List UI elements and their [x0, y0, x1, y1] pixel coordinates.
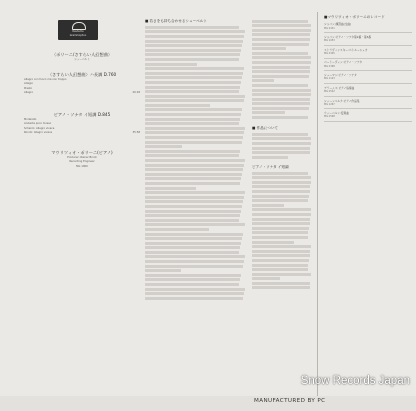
- notes-body: [252, 133, 314, 159]
- body-text-line: [145, 108, 242, 111]
- body-text-line: [145, 219, 239, 222]
- crest-icon: [72, 22, 86, 30]
- discography-list: [324, 22, 412, 121]
- discography-item: [324, 99, 412, 109]
- body-text-line: [252, 47, 286, 50]
- body-text-line: [145, 72, 243, 75]
- composer: シューベルト: [74, 58, 90, 61]
- body-text-line: [145, 90, 239, 93]
- body-text-line: [145, 127, 245, 130]
- discography-item-number: MG 1053: [324, 39, 335, 43]
- body-text-line: [145, 131, 244, 134]
- discography-divider: [324, 121, 412, 122]
- body-text-line: [252, 156, 288, 159]
- body-text-line: [252, 227, 309, 230]
- side2-time: 35:58: [132, 131, 140, 135]
- credit-line: MG 1000: [76, 164, 88, 168]
- body-text-line: [145, 237, 242, 240]
- body-text-line: [145, 53, 240, 56]
- side2-line: Scherzo: Allegro vivace: [24, 126, 55, 130]
- credit-line: Producer: Rainer Brock: [67, 156, 97, 159]
- side2-title: ピアノ・ソナタ イ短調 D.845: [53, 112, 111, 117]
- body-text-line: [145, 159, 245, 162]
- brand-line-1: Deutsche: [72, 30, 84, 33]
- body-text-line: [145, 76, 242, 79]
- body-text-line: [145, 292, 244, 295]
- body-text-line: [145, 214, 240, 217]
- body-text-line: [145, 200, 243, 203]
- body-text-line: [252, 133, 308, 136]
- body-text-line: [252, 147, 310, 150]
- side1-line: Allegro con fuoco ma non troppo: [24, 78, 67, 81]
- body-text-line: [252, 137, 311, 140]
- discography-item: [324, 48, 412, 58]
- body-text-line: [145, 104, 210, 107]
- body-text-line: [145, 274, 241, 277]
- body-text-line: [145, 26, 239, 29]
- discography-item: [324, 35, 412, 45]
- body-text-line: [252, 142, 311, 145]
- body-text-line: [145, 196, 244, 199]
- notes-body: [252, 20, 314, 119]
- discography-item-name: ショパン:練習曲(全曲): [324, 22, 352, 27]
- essay-column: [145, 18, 248, 301]
- body-text-line: [145, 40, 243, 43]
- discography-item-number: MG 2431: [324, 26, 335, 30]
- body-text-line: [252, 61, 311, 64]
- discography-item-name: ブラームス:ピアノ協奏曲: [324, 85, 355, 90]
- body-text-line: [252, 273, 311, 276]
- side2-line: Rondo: Allegro vivace 35:58: [24, 131, 140, 135]
- discography-panel: [324, 14, 412, 122]
- body-text-line: [252, 38, 310, 41]
- discography-item-number: MG 2398: [324, 64, 335, 68]
- notes-body: [252, 172, 314, 290]
- body-text-line: [252, 151, 310, 154]
- manufactured-by: MANUFACTURED BY PC: [254, 398, 326, 404]
- body-text-line: [252, 222, 310, 225]
- side1-line: Adagio: [24, 82, 33, 86]
- discography-item-name: シューマン:ピアノ・ソナタ: [324, 73, 357, 78]
- body-text-line: [145, 177, 241, 180]
- body-text-line: [252, 190, 310, 193]
- body-text-line: [145, 168, 243, 171]
- performer: マウリツィオ・ポリーニ(ピアノ): [51, 150, 113, 155]
- body-text-line: [252, 93, 311, 96]
- body-text-line: [145, 205, 242, 208]
- discography-item: [324, 73, 412, 83]
- credit-line: Recording Engineer: [69, 160, 95, 164]
- body-text-line: [145, 113, 241, 116]
- body-text-line: [252, 33, 310, 36]
- body-text-line: [145, 288, 245, 291]
- body-text-line: [252, 268, 308, 271]
- discography-item-number: MG 1267: [324, 102, 335, 106]
- discography-item-number: MG 2345: [324, 51, 335, 55]
- body-text-line: [145, 95, 245, 98]
- discography-divider: [324, 45, 412, 46]
- body-text-line: [252, 172, 308, 175]
- body-text-line: [252, 70, 310, 73]
- body-text-line: [252, 277, 280, 280]
- essay-body: [145, 26, 248, 300]
- body-text-line: [145, 278, 240, 281]
- body-text-line: [252, 259, 309, 262]
- body-text-line: [252, 264, 308, 267]
- body-text-line: [252, 185, 310, 188]
- body-text-line: [252, 52, 308, 55]
- body-text-line: [252, 213, 311, 216]
- discography-item-name: ベートーヴェン:ピアノ・ソナタ: [324, 60, 363, 65]
- body-text-line: [252, 111, 285, 114]
- body-text-line: [252, 286, 310, 289]
- discography-divider: [324, 58, 412, 59]
- tracklist-panel: [24, 16, 140, 231]
- column-divider: [317, 12, 318, 407]
- body-text-line: [145, 86, 240, 89]
- body-text-line: [252, 107, 309, 110]
- body-text-line: [145, 246, 240, 249]
- discography-divider: [324, 96, 412, 97]
- body-text-line: [252, 195, 309, 198]
- discography-item-name: ストラヴィンスキー:ペトルーシュカ: [324, 47, 368, 52]
- footer-bar: [0, 396, 416, 411]
- body-text-line: [145, 44, 242, 47]
- body-text-line: [145, 297, 243, 300]
- discography-divider: [324, 108, 412, 109]
- body-text-line: [252, 282, 310, 285]
- body-text-line: [145, 118, 240, 121]
- side2-line: Moderato: [24, 118, 37, 121]
- notes-heading: ■ 作品について: [252, 126, 279, 131]
- body-text-line: [145, 223, 245, 226]
- body-text-line: [252, 20, 308, 23]
- essay-heading: ■ 若さをも持ち合わせるシューベルト: [145, 19, 207, 23]
- body-text-line: [252, 75, 309, 78]
- body-text-line: [145, 228, 209, 231]
- body-text-line: [252, 199, 308, 202]
- body-text-line: [145, 35, 244, 38]
- body-text-line: [252, 84, 308, 87]
- body-text-line: [252, 89, 311, 92]
- discography-divider: [324, 83, 412, 84]
- body-text-line: [252, 29, 311, 32]
- body-text-line: [145, 191, 245, 194]
- body-text-line: [145, 136, 243, 139]
- body-text-line: [145, 150, 240, 153]
- body-text-line: [252, 231, 308, 234]
- body-text-line: [145, 269, 181, 272]
- notes-sub-heading: ピアノ・ソナタ イ短調: [252, 164, 289, 169]
- body-text-line: [252, 176, 311, 179]
- body-text-line: [145, 67, 244, 70]
- body-text-line: [145, 99, 244, 102]
- watermark: Snow Records Japan: [300, 375, 410, 387]
- body-text-line: [145, 145, 182, 148]
- side1-line: Presto: [24, 86, 33, 90]
- body-text-line: [145, 233, 243, 236]
- body-text-line: [252, 24, 311, 27]
- discography-item: [324, 111, 412, 121]
- body-text-line: [145, 154, 239, 157]
- body-text-line: [145, 260, 244, 263]
- body-text-line: [145, 265, 243, 268]
- body-text-line: [252, 241, 294, 244]
- side2-line: Andante poco mosso: [24, 122, 52, 126]
- discography-divider: [324, 32, 412, 33]
- notes-column: [252, 18, 314, 291]
- body-text-line: [252, 218, 310, 221]
- body-text-line: [145, 210, 241, 213]
- side1-title: 〈さすらい人幻想曲〉ハ長調 D.760: [47, 72, 117, 77]
- body-text-line: [145, 251, 239, 254]
- side1-line: Allegro 20:18: [24, 91, 140, 95]
- body-text-line: [145, 63, 197, 66]
- body-text-line: [252, 245, 311, 248]
- body-text-line: [145, 58, 239, 61]
- body-text-line: [145, 49, 241, 52]
- body-text-line: [252, 204, 284, 207]
- discography-divider: [324, 70, 412, 71]
- body-text-line: [252, 98, 310, 101]
- discography-item-number: MG 2598: [324, 115, 335, 119]
- discography-item-name: シェーンベルク:ピアノ作品集: [324, 98, 360, 103]
- discography-item-name: ウェーベルン:変奏曲: [324, 111, 349, 116]
- body-text-line: [145, 173, 242, 176]
- body-text-line: [252, 79, 274, 82]
- body-text-line: [252, 254, 310, 257]
- body-text-line: [252, 250, 310, 253]
- body-text-line: [252, 181, 311, 184]
- body-text-line: [145, 164, 244, 167]
- body-text-line: [145, 242, 241, 245]
- discography-item-name: ショパン:ピアノ・ソナタ第2番・第3番: [324, 35, 371, 40]
- discography-item-number: MG 1123: [324, 77, 335, 81]
- body-text-line: [252, 56, 311, 59]
- body-text-line: [252, 116, 308, 119]
- body-text-line: [145, 141, 242, 144]
- brand-line-2: Grammophon: [69, 33, 87, 37]
- body-text-line: [252, 208, 311, 211]
- body-text-line: [145, 283, 239, 286]
- body-text-line: [145, 187, 196, 190]
- body-text-line: [145, 182, 240, 185]
- side1-time: 20:18: [132, 91, 140, 95]
- discography-item-number: MG 2522: [324, 90, 335, 94]
- discography-heading: ■マウリツィオ・ポリーニのレコード: [324, 15, 385, 19]
- body-text-line: [145, 81, 241, 84]
- album-title: 〈ポリーニ/さすらい人幻想曲〉: [51, 52, 113, 57]
- discography-item: [324, 60, 412, 70]
- discography-item: [324, 86, 412, 96]
- body-text-line: [252, 43, 309, 46]
- body-text-line: [252, 102, 310, 105]
- discography-item: [324, 22, 412, 32]
- body-text-line: [145, 122, 239, 125]
- body-text-line: [252, 236, 308, 239]
- label-logo: [58, 20, 98, 40]
- body-text-line: [145, 255, 245, 258]
- body-text-line: [145, 30, 245, 33]
- body-text-line: [252, 66, 310, 69]
